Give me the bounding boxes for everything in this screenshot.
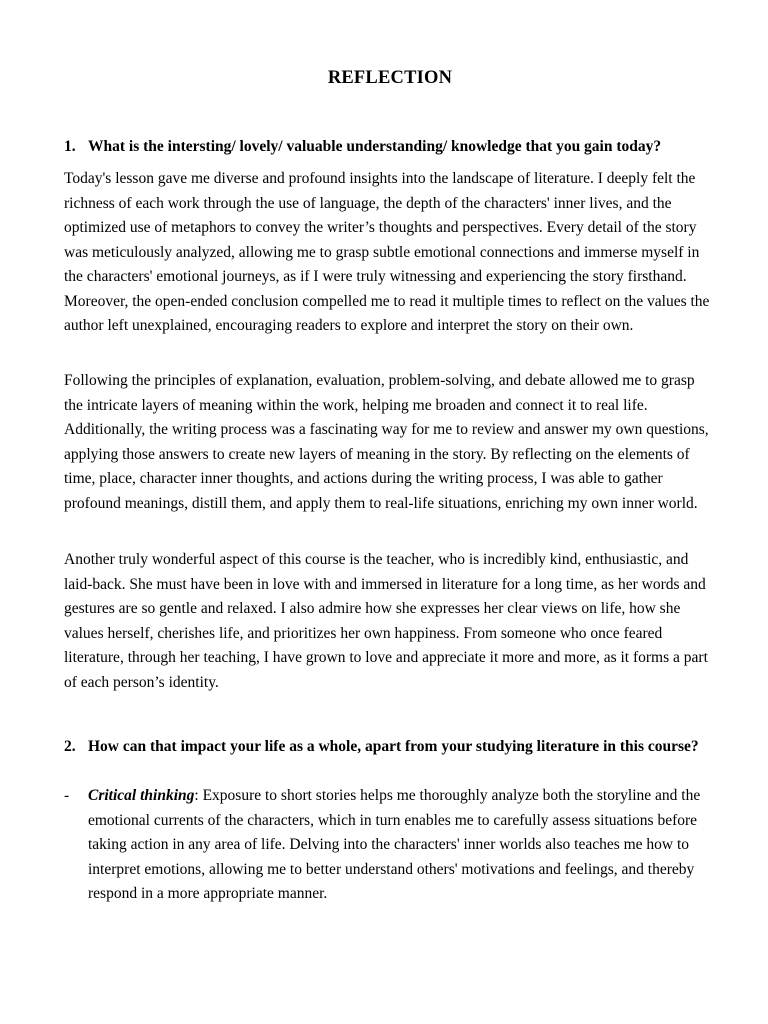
question-1-text: What is the intersting/ lovely/ valuable understanding/ knowledge that you gain today?	[88, 138, 662, 155]
question-1	[64, 135, 716, 160]
bullet-marker: -	[64, 787, 70, 804]
question-1-number: 1.	[64, 138, 76, 155]
bullet-text-block	[64, 784, 716, 907]
question-2	[64, 735, 716, 760]
answer-1-paragraph-3: Another truly wonderful aspect of this course is the teacher, who is incredibly kind, enthusiastic, and laid-back. She must have been in love with and immersed in literature for a long time, as her words and gestures are so gentle and relaxed. I also admire how she expresses her clear views on life, how she values herself, cherishes life, and prioritizes her own happiness. From someone who once feared literature, through her teaching, I have grown to love and appreciate it more and more, as it forms a part of each person’s identity.	[64, 551, 708, 691]
answer-1-paragraph-2: Following the principles of explanation, evaluation, problem-solving, and debate allowed me to grasp the intricate layers of meaning within the work, helping me broaden and connect it to real life. Additionally, the writing process was a fascinating way for me to review and answer my own questions, applying those answers to create new layers of meaning in the story. By reflecting on the elements of time, place, character inner thoughts, and actions during the writing process, I was able to gather profound meanings, distill them, and apply them to real-life situations, enriching my own inner world.	[64, 372, 709, 512]
bullet-separator: :	[194, 787, 199, 804]
bullet-body: Exposure to short stories helps me thoroughly analyze both the storyline and the emotional currents of the characters, which in turn enables me to carefully assess situations before taking action in any area of life. Delving into the characters' inner worlds also teaches me how to interpret emotions, allowing me to better understand others' motivations and feelings, and thereby respond in a more appropriate manner.	[88, 787, 701, 902]
question-2-number: 2.	[64, 738, 76, 755]
answer-1-paragraph-1: Today's lesson gave me diverse and profound insights into the landscape of literature. I deeply felt the richness of each work through the use of language, the depth of the characters' inner lives, and the optimized use of metaphors to convey the writer’s thoughts and perspectives. Every detail of the story was meticulously analyzed, allowing me to grasp subtle emotional connections and immerse myself in the characters' emotional journeys, as if I were truly witnessing and experiencing the story firsthand. Moreover, the open-ended conclusion compelled me to read it multiple times to reflect on the values the author left unexplained, encouraging readers to explore and interpret the story on their own.	[64, 170, 710, 334]
bullet-item-critical-thinking	[64, 784, 716, 907]
question-2-text: How can that impact your life as a whole, apart from your studying literature in this course?	[88, 738, 699, 755]
bullet-term: Critical thinking	[88, 787, 195, 804]
page-title: REFLECTION	[327, 68, 453, 88]
